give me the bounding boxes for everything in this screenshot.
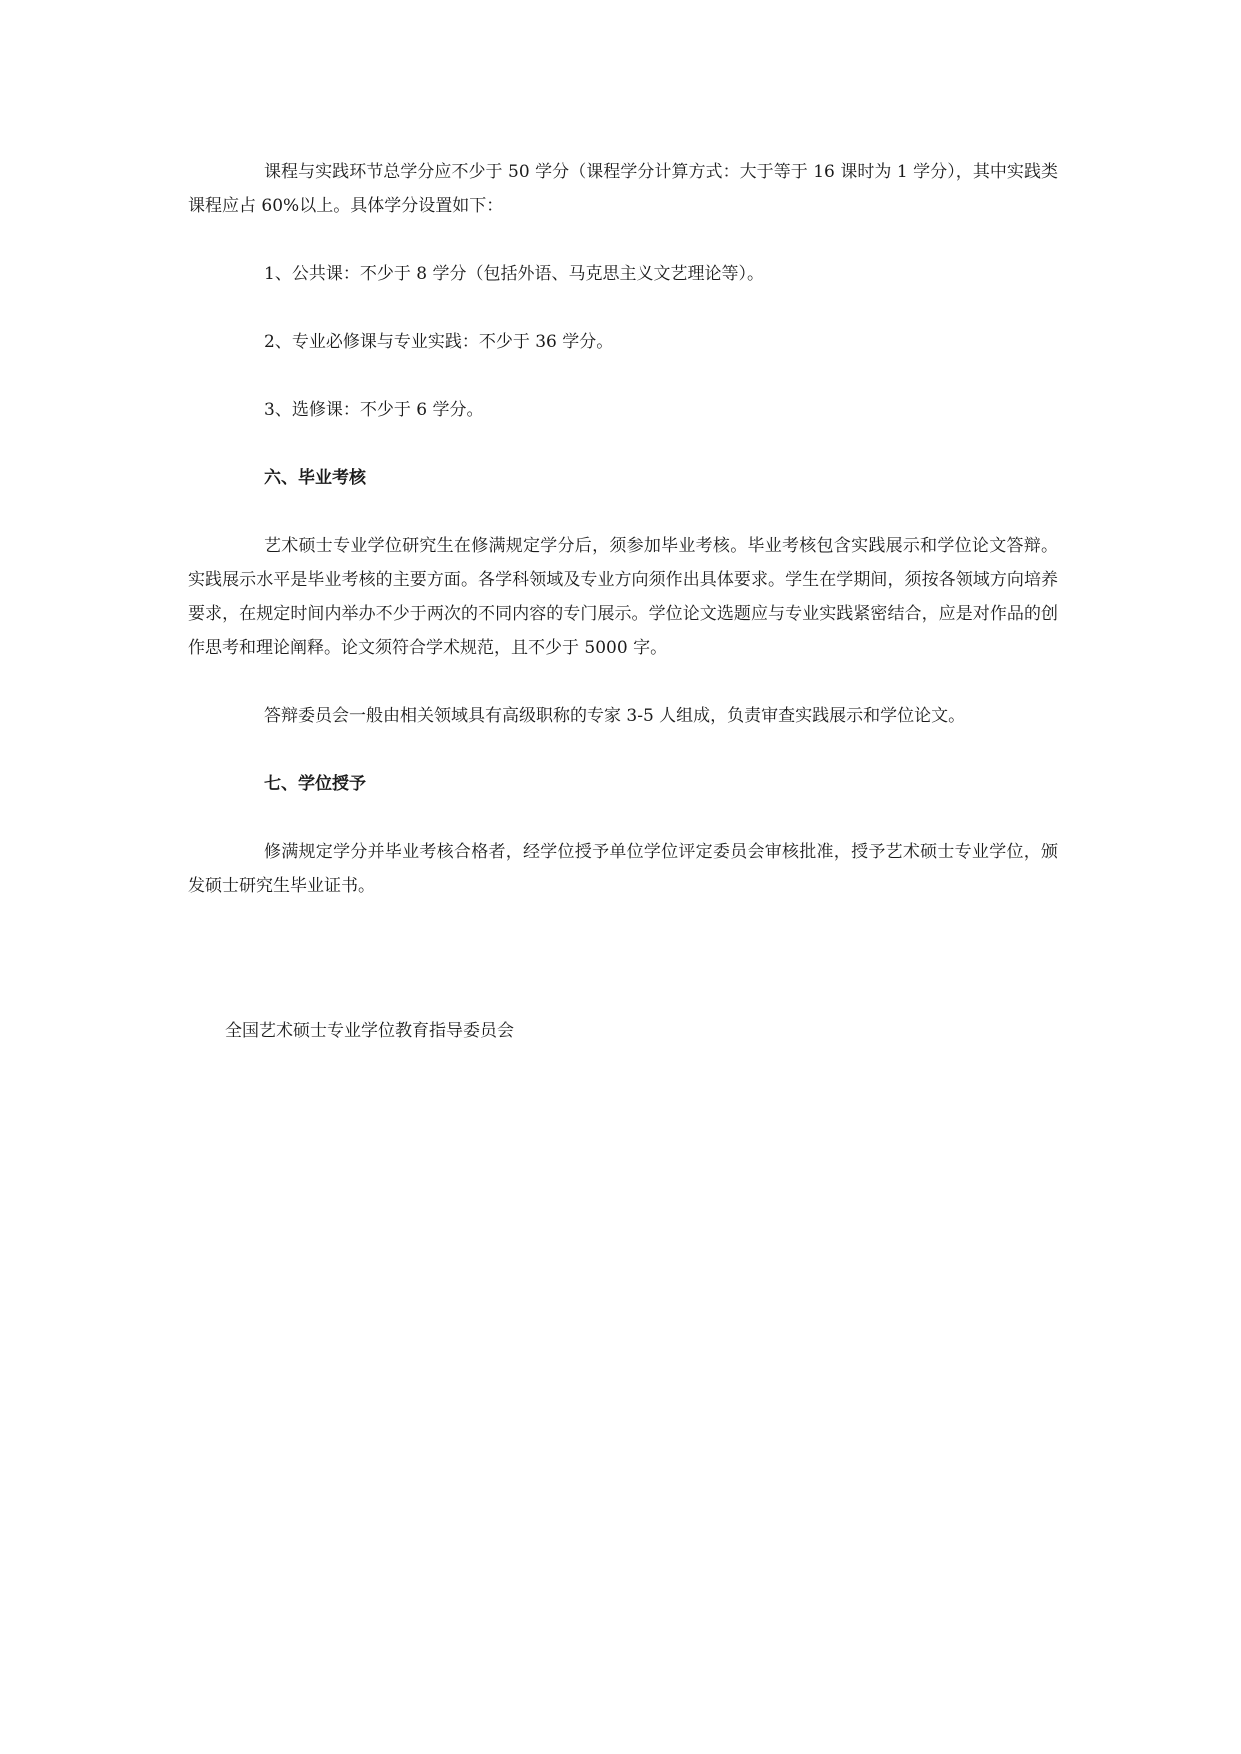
spacer: [188, 495, 1058, 529]
credits-item-required-courses: 2、专业必修课与专业实践：不少于 36 学分。: [264, 332, 614, 352]
spacer: [188, 801, 1058, 835]
section-7-heading: 七、学位授予: [264, 774, 366, 794]
section-6-paragraph-2: 答辩委员会一般由相关领域具有高级职称的专家 3-5 人组成，负责审查实践展示和学位论文。: [264, 706, 966, 726]
spacer: [188, 291, 1058, 325]
section-7-paragraph-1: 修满规定学分并毕业考核合格者，经学位授予单位学位评定委员会审核批准，授予艺术硕士专业学位，颁发硕士研究生毕业证书。: [188, 842, 1058, 896]
spacer: [188, 359, 1058, 393]
credits-intro-paragraph: 课程与实践环节总学分应不少于 50 学分（课程学分计算方式：大于等于 16 课时为 1 学分），其中实践类课程应占 60%以上。具体学分设置如下：: [188, 162, 1058, 216]
spacer: [188, 223, 1058, 257]
spacer: [188, 665, 1058, 699]
document-body: [188, 155, 1058, 903]
section-6-heading: 六、毕业考核: [264, 468, 366, 488]
spacer: [188, 427, 1058, 461]
credits-item-elective-courses: 3、选修课：不少于 6 学分。: [264, 400, 484, 420]
section-6-paragraph-1: 艺术硕士专业学位研究生在修满规定学分后，须参加毕业考核。毕业考核包含实践展示和学位论文答辩。实践展示水平是毕业考核的主要方面。各学科领域及专业方向须作出具体要求。学生在学期间，须按各领域方向培养要求，在规定时间内举办不少于两次的不同内容的专门展示。学位论文选题应与专业实践紧密结合，应是对作品的创作思考和理论阐释。论文须符合学术规范，且不少于 5000 字。: [188, 536, 1058, 658]
spacer: [188, 733, 1058, 767]
signature-organization: 全国艺术硕士专业学位教育指导委员会: [225, 1021, 514, 1041]
credits-item-public-courses: 1、公共课：不少于 8 学分（包括外语、马克思主义文艺理论等）。: [264, 264, 764, 284]
